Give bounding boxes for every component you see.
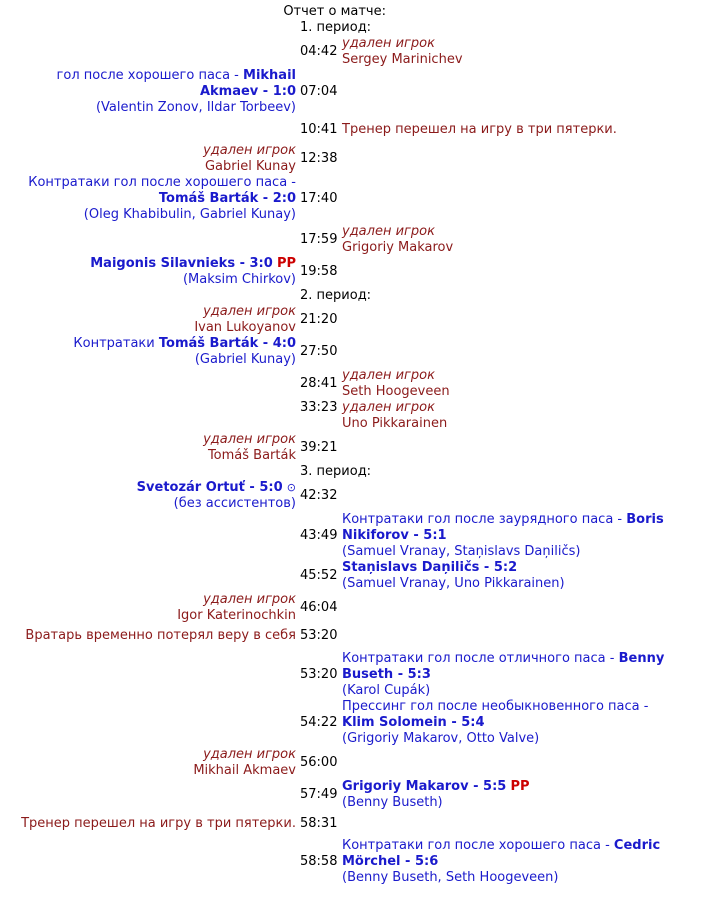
event-time: 43:49	[300, 528, 338, 543]
event-time: 57:49	[300, 787, 338, 802]
penalty-label: удален игрок	[203, 747, 296, 762]
goal-event	[342, 779, 662, 811]
event-time: 07:04	[300, 84, 338, 99]
goal-assists: (Karol Cupák)	[342, 683, 431, 698]
goal-assists: (Samuel Vranay, Staņislavs Daņiličs)	[342, 544, 581, 559]
penalized-player: Gabriel Kunay	[204, 159, 296, 174]
goal-description: Контратаки гол после заурядного паса -	[342, 512, 623, 527]
goal-event	[342, 699, 672, 747]
goal-event	[342, 512, 672, 560]
penalized-player: Grigoriy Makarov	[342, 240, 454, 255]
goal-scorer: Akmaev - 1:0	[199, 84, 296, 99]
goal-assists: (Grigoriy Makarov, Otto Valve)	[342, 731, 540, 746]
penalty-label: удален игрок	[203, 432, 296, 447]
event-time: 33:23	[300, 400, 338, 415]
event-time: 54:22	[300, 715, 338, 730]
period-label: 3. период:	[300, 464, 372, 479]
goal-assists: (Gabriel Kunay)	[194, 352, 296, 367]
penalty-label: удален игрок	[203, 304, 296, 319]
goal-description: Прессинг гол после необыкновенного паса -	[342, 699, 649, 714]
coach-note: Тренер перешел на игру в три пятерки.	[342, 122, 617, 137]
penalized-player: Uno Pikkarainen	[342, 416, 448, 431]
goal-scorer: Svetozár Ortuť - 5:0	[136, 480, 283, 495]
goal-event	[137, 480, 296, 512]
empty-net-icon: ⊙	[286, 481, 296, 494]
penalized-player: Igor Katerinochkin	[177, 608, 296, 623]
penalty-event	[194, 304, 296, 336]
goal-scorer: Tomáš Barták - 2:0	[158, 191, 296, 206]
goal-assists: (без ассистентов)	[173, 496, 296, 511]
period-label: 1. период:	[300, 20, 372, 35]
penalty-label: удален игрок	[342, 224, 435, 239]
event-time: 04:42	[300, 44, 338, 59]
event-time: 21:20	[300, 312, 338, 327]
penalty-event	[203, 432, 296, 464]
event-time: 39:21	[300, 440, 338, 455]
penalized-player: Mikhail Akmaev	[193, 763, 296, 778]
goal-scorer: Grigoriy Makarov - 5:5	[342, 779, 507, 794]
event-time: 56:00	[300, 755, 338, 770]
goal-scorer: Buseth - 5:3	[342, 667, 431, 682]
goalie-note: Вратарь временно потерял веру в себя	[25, 628, 296, 643]
penalty-label: удален игрок	[342, 400, 435, 415]
goal-scorer: Nikiforov - 5:1	[342, 528, 447, 543]
goal-event	[90, 256, 296, 288]
goal-event	[28, 175, 296, 223]
event-time: 53:20	[300, 667, 338, 682]
goal-assists: (Oleg Khabibulin, Gabriel Kunay)	[83, 207, 296, 222]
event-time: 58:58	[300, 854, 338, 869]
goal-assists: (Benny Buseth, Seth Hoogeveen)	[342, 870, 559, 885]
penalty-event	[342, 36, 662, 68]
goal-description: Контратаки гол после хорошего паса -	[28, 175, 296, 190]
powerplay-badge: PP	[510, 779, 530, 794]
goal-event	[342, 651, 672, 699]
penalized-player: Tomáš Barták	[207, 448, 296, 463]
goal-scorer: Cedric	[613, 838, 661, 853]
penalty-event	[177, 592, 296, 624]
event-time: 10:41	[300, 122, 338, 137]
goal-scorer: Tomáš Barták - 4:0	[158, 336, 296, 351]
goal-scorer: Boris	[626, 512, 664, 527]
event-time: 17:59	[300, 232, 338, 247]
goal-scorer: Benny	[618, 651, 665, 666]
penalty-label: удален игрок	[342, 368, 435, 383]
period-label: 2. период:	[300, 288, 372, 303]
penalized-player: Ivan Lukoyanov	[194, 320, 296, 335]
penalized-player: Sergey Marinichev	[342, 52, 463, 67]
goal-assists: (Maksim Chirkov)	[182, 272, 296, 287]
report-title: Отчет о матче:	[283, 4, 386, 19]
goal-description: Контратаки	[73, 336, 155, 351]
goal-scorer: Klim Solomein - 5:4	[342, 715, 485, 730]
goal-scorer: Staņislavs Daņiličs - 5:2	[342, 560, 518, 575]
goal-assists: (Benny Buseth)	[342, 795, 443, 810]
event-time: 45:52	[300, 568, 338, 583]
event-time: 19:58	[300, 264, 338, 279]
penalty-event	[342, 368, 662, 400]
goal-event	[342, 560, 662, 592]
penalized-player: Seth Hoogeveen	[342, 384, 450, 399]
goal-description: Контратаки гол после хорошего паса -	[342, 838, 610, 853]
event-time: 17:40	[300, 191, 338, 206]
penalty-event	[342, 400, 662, 432]
event-time: 42:32	[300, 488, 338, 503]
event-time: 53:20	[300, 628, 338, 643]
goal-event	[342, 838, 672, 886]
penalty-event	[193, 747, 296, 779]
goal-event	[73, 336, 296, 368]
event-time: 27:50	[300, 344, 338, 359]
goal-event	[57, 68, 296, 116]
penalty-event	[342, 224, 662, 256]
goal-scorer: Mikhail	[243, 68, 296, 83]
penalty-label: удален игрок	[342, 36, 435, 51]
event-time: 46:04	[300, 600, 338, 615]
goal-scorer: Mörchel - 5:6	[342, 854, 439, 869]
penalty-label: удален игрок	[203, 592, 296, 607]
penalty-event	[203, 143, 296, 175]
event-time: 12:38	[300, 151, 338, 166]
goal-scorer: Maigonis Silavnieks - 3:0	[90, 256, 273, 271]
powerplay-badge: PP	[276, 256, 296, 271]
coach-note: Тренер перешел на игру в три пятерки.	[21, 816, 296, 831]
goal-description: Контратаки гол после отличного паса -	[342, 651, 615, 666]
goal-description: гол после хорошего паса -	[56, 68, 239, 83]
event-time: 58:31	[300, 816, 338, 831]
goal-assists: (Samuel Vranay, Uno Pikkarainen)	[342, 576, 565, 591]
goal-assists: (Valentin Zonov, Ildar Torbeev)	[95, 100, 296, 115]
penalty-label: удален игрок	[203, 143, 296, 158]
event-time: 28:41	[300, 376, 338, 391]
